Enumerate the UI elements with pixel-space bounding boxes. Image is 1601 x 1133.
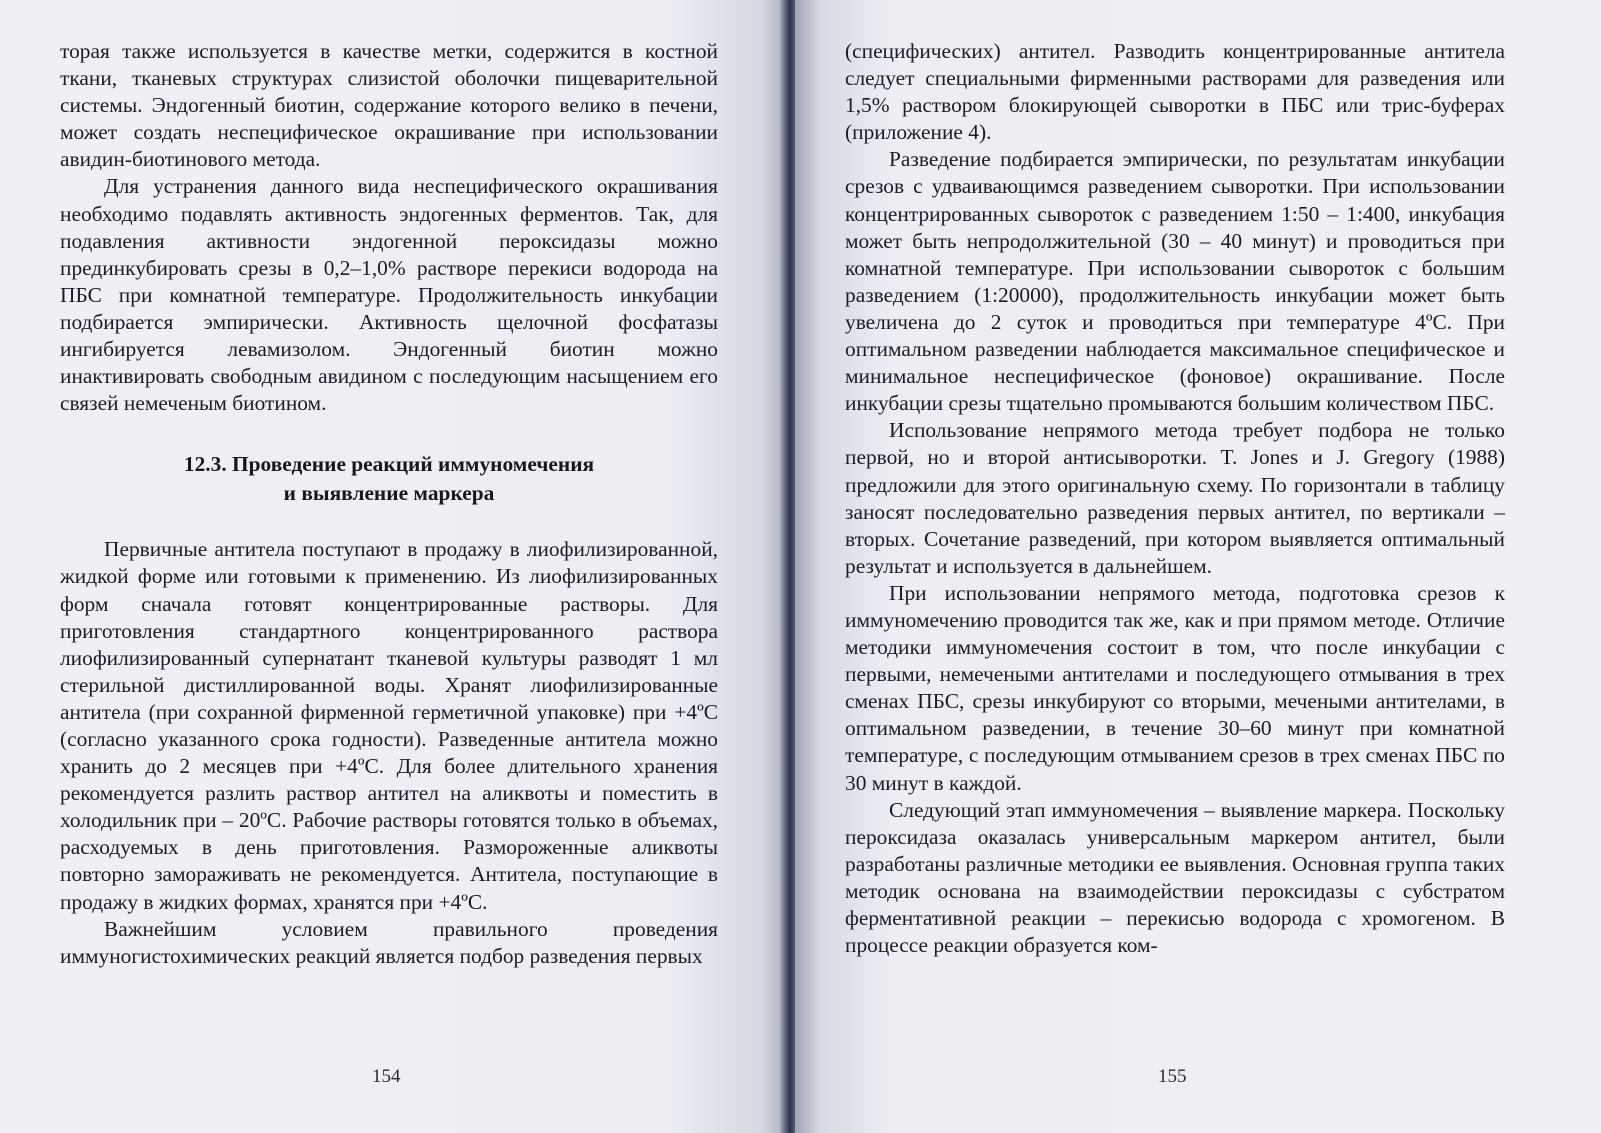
paragraph: Использование непрямого метода требует подбора не только первой, но и второй антисыворотки. T. Jones и J. Gregory (1988) предложили для этого оригинальную схему. По горизонтали в таблицу заносят последовательно разведения первых антител, по вертикали – вторых. Сочетание разведений, при котором выявляется оптимальный результат и используется в дальнейшем. bbox=[845, 418, 1505, 578]
right-page bbox=[795, 0, 1601, 1133]
left-text-column bbox=[60, 38, 718, 970]
paragraph: Для устранения данного вида неспецифического окрашивания необходимо подавлять активность эндогенных ферментов. Так, для подавления активности эндогенной пероксидазы можно прединкубировать срезы в 0,2–1,0% растворе перекиси водорода на ПБС при комнатной температуре. Продолжительность инкубации подбирается эмпирически. Активность щелочной фосфатазы ингибируется левамизолом. Эндогенный биотин можно инактивировать свободным авидином с последующим насыщением его связей немеченым биотином. bbox=[60, 174, 718, 416]
paragraph: При использовании непрямого метода, подготовка срезов к иммуномечению проводится так же, как и при прямом методе. Отличие методики иммуномечения состоит в том, что после инкубации с первыми, немечеными антителами и последующего отмывания в трех сменах ПБС, срезы инкубируют со вторыми, мечеными антителами, в оптимальном разведении, в течение 30–60 минут при комнатной температуре, с последующим отмыванием срезов в трех сменах ПБС по 30 минут в каждой. bbox=[845, 580, 1505, 795]
paragraph: Важнейшим условием правильного проведения иммуногистохимических реакций является подбор разведения первых bbox=[60, 916, 718, 968]
paragraph: Следующий этап иммуномечения – выявление маркера. Поскольку пероксидаза оказалась универсальным маркером антител, были разработаны различные методики ее выявления. Основная группа таких методик основана на взаимодействии пероксидазы с субстратом ферментативной реакции – перекисью водорода с хромогеном. В процессе реакции образуется ком- bbox=[845, 797, 1505, 958]
paragraph: Первичные антитела поступают в продажу в лиофилизированной, жидкой форме или готовыми к применению. Из лиофилизированных форм сначала готовят концентрированные растворы. Для приготовления стандартного концентрированного раствора лиофилизированный супернатант тканевой культуры разводят 1 мл стерильной дистиллированной воды. Хранят лиофилизированные антитела (при сохранной фирменной герметичной упаковке) при +4ºС (согласно указанного срока годности). Разведенные антитела можно хранить до 2 месяцев при +4ºС. Для более длительного хранения рекомендуется разлить раствор антител на аликвоты и поместить в холодильник при – 20ºС. Рабочие растворы готовятся только в объемах, расходуемых в день приготовления. Размороженные аликвоты повторно замораживать не рекомендуется. Антитела, поступающие в продажу в жидких формах, хранятся при +4ºС. bbox=[60, 537, 718, 914]
right-text-column bbox=[845, 38, 1505, 959]
paragraph-continued: (специфических) антител. Разводить концентрированные антитела следует специальными фирменными растворами для разведения или 1,5% раствором блокирующей сыворотки в ПБС или трис-буферах (приложение 4). bbox=[845, 39, 1505, 145]
page-number-left: 154 bbox=[372, 1066, 401, 1087]
page-number-right: 155 bbox=[1158, 1066, 1187, 1087]
paragraph: Разведение подбирается эмпирически, по результатам инкубации срезов с удваивающимся разведением сыворотки. При использовании концентрированных сывороток с разведением 1:50 – 1:400, инкубация может быть непродолжительной (30 – 40 минут) и проводиться при комнатной температуре. При использовании сывороток с большим разведением (1:20000), продолжительность инкубации может быть увеличена до 2 суток и проводиться при температуре 4ºС. При оптимальном разведении наблюдается максимальное специфическое и минимальное неспецифическое (фоновое) окрашивание. После инкубации срезы тщательно промываются большим количеством ПБС. bbox=[845, 147, 1505, 416]
section-heading bbox=[60, 417, 718, 536]
section-heading-line2: и выявление маркера bbox=[283, 480, 495, 505]
section-heading-line1: 12.3. Проведение реакций иммуномечения bbox=[183, 452, 595, 477]
paragraph-continued: торая также используется в качестве метки, содержится в костной ткани, тканевых структурах слизистой оболочки пищеварительной системы. Эндогенный биотин, содержание которого велико в печени, может создать неспецифическое окрашивание при использовании авидин-биотинового метода. bbox=[60, 39, 718, 172]
left-page bbox=[0, 0, 785, 1133]
